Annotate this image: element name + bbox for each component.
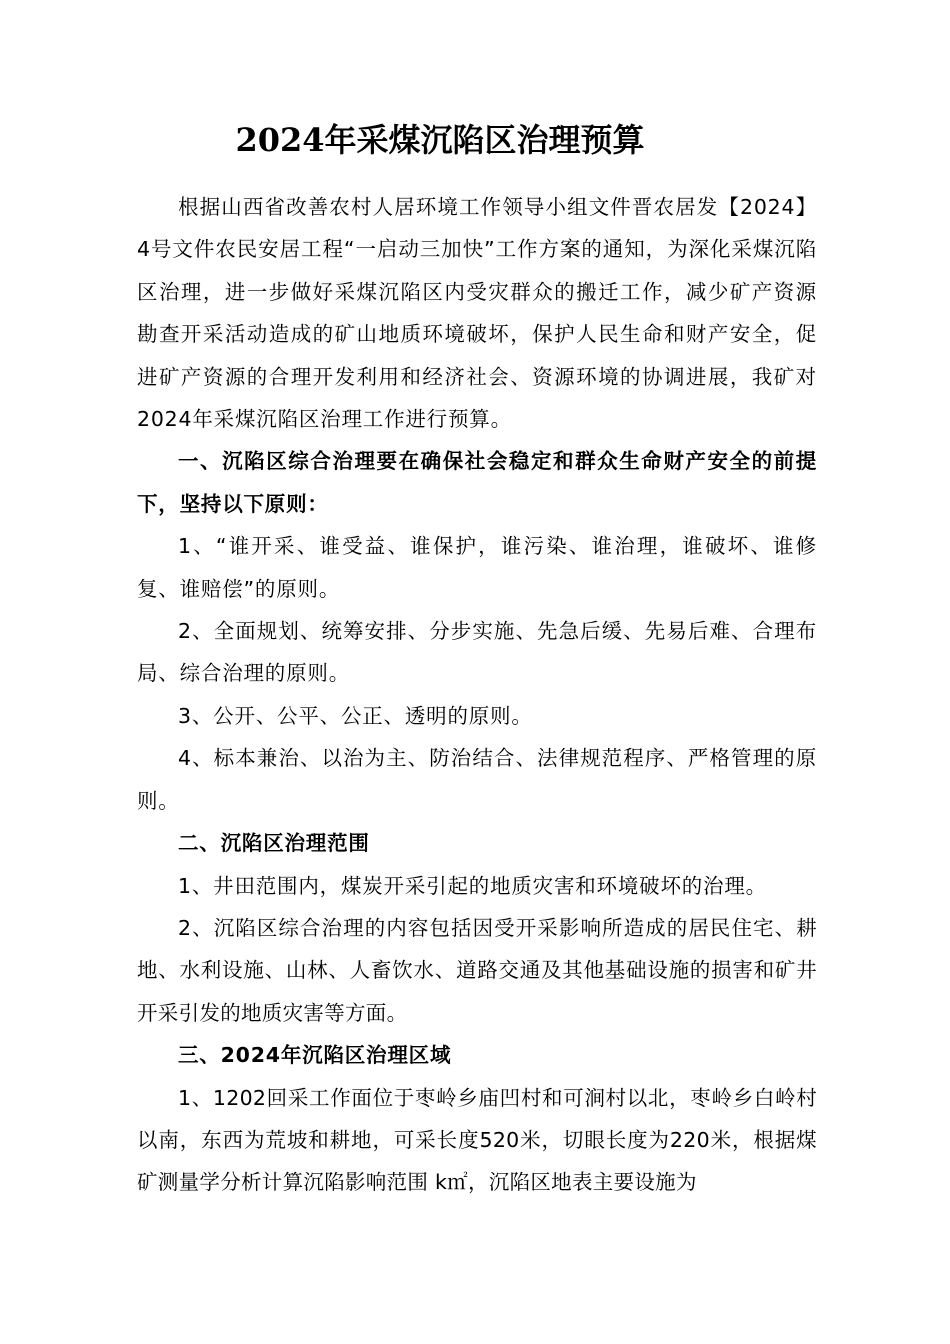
principle-item-3: 3、公开、公平、公正、透明的原则。	[178, 703, 533, 728]
scope-item-1: 1、井田范围内，煤炭开采引起的地质灾害和环境破坏的治理。	[178, 873, 767, 898]
principle-item-2: 2、全面规划、统筹安排、分步实施、先急后缓、先易后难、合理布局、综合治理的原则。	[137, 619, 817, 686]
area-item-1: 1、1202回采工作面位于枣岭乡庙凹村和可涧村以北，枣岭乡白岭村以南，东西为荒坡和耕地，可采长度520米，切眼长度为220米，根据煤矿测量学分析计算沉陷影响范围 k㎡，沉陷区地表主要设施为	[137, 1085, 817, 1195]
document-title: 2024年采煤沉陷区治理预算	[235, 121, 645, 159]
intro-paragraph: 根据山西省改善农村人居环境工作领导小组文件晋农居发【2024】4号文件农民安居工程“一启动三加快”工作方案的通知，为深化采煤沉陷区治理，进一步做好采煤沉陷区内受灾群众的搬迁工作，减少矿产资源勘查开采活动造成的矿山地质环境破坏，保护人民生命和财产安全，促进矿产资源的合理开发利用和经济社会、资源环境的协调进展，我矿对2024年采煤沉陷区治理工作进行预算。	[137, 195, 817, 432]
section-heading-scope: 二、沉陷区治理范围	[178, 831, 370, 856]
principle-item-4: 4、标本兼治、以治为主、防治结合、法律规范程序、严格管理的原则。	[137, 746, 817, 813]
document-body	[137, 186, 817, 1204]
principle-item-1: 1、“谁开采、谁受益、谁保护，谁污染、谁治理，谁破坏、谁修复、谁赔偿”的原则。	[137, 534, 817, 601]
section-heading-area: 三、2024年沉陷区治理区域	[178, 1043, 452, 1068]
section-heading-principles: 一、沉陷区综合治理要在确保社会稳定和群众生命财产安全的前提下，坚持以下原则：	[137, 449, 817, 516]
scope-item-2: 2、沉陷区综合治理的内容包括因受开采影响所造成的居民住宅、耕地、水利设施、山林、人畜饮水、道路交通及其他基础设施的损害和矿井开采引发的地质灾害等方面。	[137, 915, 817, 1025]
